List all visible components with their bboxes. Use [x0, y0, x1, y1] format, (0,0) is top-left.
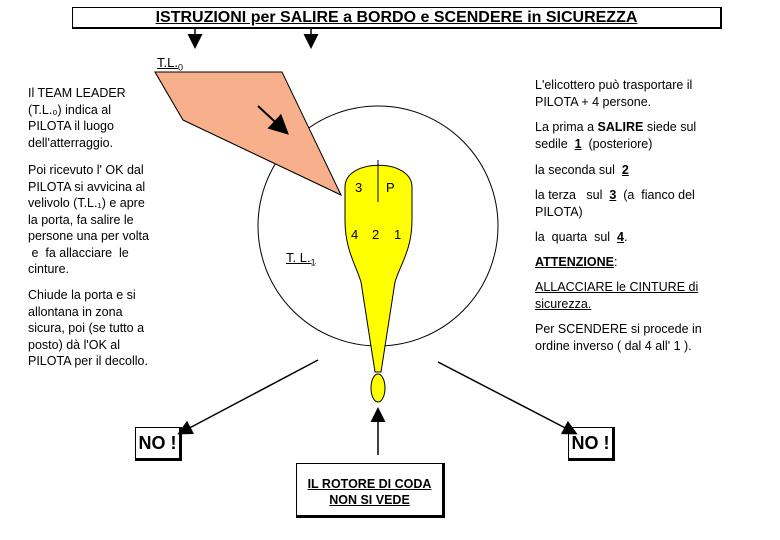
right-paragraph-1 — [535, 77, 735, 110]
left-p2-line: PILOTA si avvicina al — [28, 179, 146, 194]
left-p1-line: PILOTA il luogo — [28, 119, 114, 133]
right-paragraph-7 — [535, 279, 735, 312]
seat-1: 1 — [394, 227, 402, 242]
right-paragraph-8 — [535, 321, 745, 354]
r2-text: La prima a — [535, 120, 598, 134]
left-paragraph-1 — [28, 85, 178, 151]
no-left-box: NO ! — [135, 427, 182, 461]
tl0-label — [157, 55, 183, 73]
tl1-text: T. L. — [286, 250, 311, 265]
left-paragraph-2 — [28, 162, 188, 278]
r4-text: la terza sul — [535, 188, 610, 202]
tail-rotor-warning-box — [296, 463, 445, 518]
seat-pilot: P — [386, 180, 395, 195]
left-p3-line: allontana in zona — [28, 304, 123, 319]
seat-2: 2 — [372, 227, 380, 242]
r2-text: (posteriore) — [581, 136, 653, 151]
r4-seat: 3 — [609, 188, 617, 202]
left-p3-line: Chiude la porta e si — [28, 288, 136, 302]
tl0-sub: 0 — [177, 62, 183, 73]
left-p1-line: (T.L.₀) indica al — [28, 102, 111, 117]
tl0-text: T.L. — [157, 55, 178, 70]
left-p3-line: PILOTA per il decollo. — [28, 354, 148, 368]
r5-text: la quarta sul — [535, 230, 617, 244]
seat-4: 4 — [351, 227, 359, 242]
left-p2-line: la porta, fa salire le — [28, 212, 134, 227]
arrow-no-left — [180, 360, 318, 433]
left-p2-line: persone una per volta — [28, 229, 149, 243]
r2-seat: 1 — [574, 136, 582, 151]
right-paragraph-5 — [535, 229, 735, 246]
left-p1-line: Il TEAM LEADER — [28, 86, 126, 100]
r4-text: PILOTA) — [535, 204, 583, 219]
arrow-no-right — [438, 362, 575, 433]
rotor-warning-line: IL ROTORE DI CODA — [307, 477, 432, 491]
rotor-warning-line: NON SI VEDE — [329, 493, 410, 507]
page-title: ISTRUZIONI per SALIRE a BORDO e SCENDERE in SICUREZZA — [155, 9, 638, 26]
left-paragraph-3 — [28, 287, 188, 370]
right-r1-line: PILOTA + 4 persone. — [535, 94, 652, 109]
r5-text: . — [623, 230, 628, 244]
right-paragraph-4 — [535, 187, 735, 220]
right-r7-line: sicurezza. — [535, 296, 592, 311]
left-p2-line: Poi ricevuto l' OK dal — [28, 163, 144, 177]
tl1-label — [286, 250, 316, 268]
r6-text: : — [613, 255, 618, 269]
r3-seat: 2 — [621, 163, 629, 177]
tl1-sub: 1 — [310, 257, 316, 268]
left-p2-line: velivolo (T.L.₁) e apre — [28, 196, 145, 210]
right-r8-line: Per SCENDERE si procede in — [535, 322, 702, 336]
no-right-box: NO ! — [568, 427, 615, 461]
r5-seat: 4 — [617, 230, 624, 244]
r2-text: siede sul — [643, 120, 697, 134]
right-r7-line: ALLACCIARE le CINTURE di — [535, 280, 699, 294]
r2-bold: SALIRE — [597, 120, 644, 134]
left-p3-line: sicura, poi (se tutto a — [28, 321, 145, 335]
tail-rotor — [371, 374, 385, 402]
left-p2-line: cinture. — [28, 262, 69, 276]
attention-label: ATTENZIONE — [535, 255, 614, 269]
left-p3-line: posto) dà l'OK al — [28, 337, 121, 352]
left-p1-line: dell'atterraggio. — [28, 135, 114, 150]
left-p2-line: e fa allacciare le — [28, 245, 129, 260]
right-r8-line: ordine inverso ( dal 4 all' 1 ). — [535, 338, 692, 353]
right-paragraph-6 — [535, 254, 735, 271]
right-paragraph-2 — [535, 119, 735, 152]
right-paragraph-3 — [535, 162, 735, 179]
r2-text: sedile — [535, 136, 575, 151]
r4-text: (a fianco del — [616, 188, 695, 202]
right-r1-line: L'elicottero può trasportare il — [535, 78, 693, 92]
seat-3: 3 — [355, 180, 363, 195]
r3-text: la seconda sul — [535, 163, 622, 177]
